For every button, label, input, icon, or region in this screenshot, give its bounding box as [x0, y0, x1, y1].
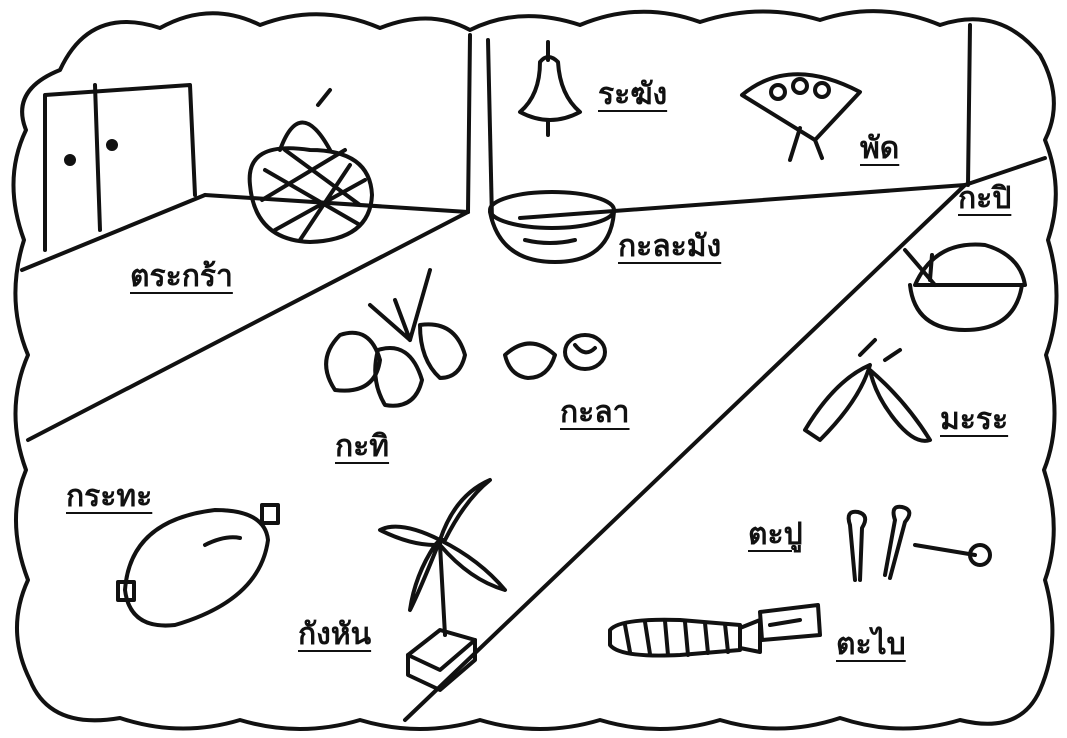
label-fan: พัด — [860, 131, 900, 166]
label-basket: ตระกร้า — [130, 259, 233, 294]
cabinet — [45, 85, 195, 250]
back-floor-line — [520, 185, 965, 218]
basin-drawing — [490, 192, 614, 262]
label-coconut-milk: กะทิ — [335, 429, 390, 464]
nails-drawing — [849, 507, 990, 580]
back-right-post — [968, 25, 970, 185]
back-left-post-2 — [488, 40, 492, 220]
wok-drawing — [118, 505, 278, 626]
label-bitter-gourd: มะระ — [940, 402, 1009, 437]
bell-drawing — [520, 42, 580, 135]
label-nails: ตะปู — [748, 517, 803, 552]
coconut-shell-drawing — [505, 335, 605, 378]
label-bell: ระฆัง — [598, 77, 668, 112]
label-coconut-shell: กะลา — [560, 395, 630, 430]
bitter-gourd-drawing — [805, 340, 930, 441]
fan-drawing — [742, 74, 860, 160]
back-left-post-1 — [468, 35, 470, 212]
label-wok: กระทะ — [66, 479, 153, 514]
file-drawing — [610, 605, 820, 656]
shrimp-paste-drawing — [905, 245, 1025, 331]
coconut-milk-drawing — [326, 270, 465, 406]
label-pinwheel: กังหัน — [298, 617, 372, 652]
label-file: ตะไบ — [836, 627, 906, 662]
basket-drawing — [250, 90, 372, 242]
label-basin: กะละมัง — [618, 229, 722, 264]
cabinet-door-split — [95, 85, 100, 230]
label-shrimp-paste: กะปิ — [958, 181, 1012, 216]
pinwheel-drawing — [380, 480, 505, 690]
